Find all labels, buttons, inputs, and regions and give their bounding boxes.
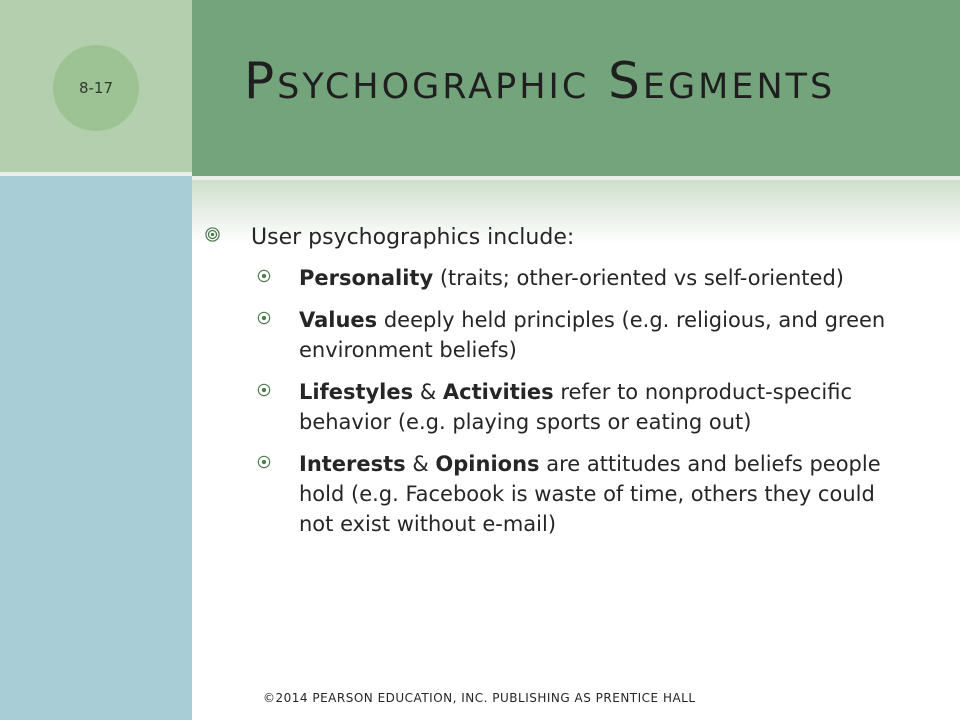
left-side-panel	[0, 176, 192, 720]
bullet-personality	[205, 263, 905, 293]
ampersand: &	[413, 380, 443, 404]
circle-dot-bullet-icon	[257, 383, 271, 397]
desc-lifestyles: refer to nonproduct-specific behavior (e.g. playing sports or eating out)	[299, 380, 852, 434]
term-lifestyles: Lifestyles	[299, 380, 414, 404]
copyright-footer: ©2014 PEARSON EDUCATION, INC. PUBLISHING AS PRENTICE HALL	[263, 691, 696, 705]
term-values: Values	[299, 308, 378, 332]
slide-number-badge	[53, 45, 139, 131]
circle-dot-bullet-icon	[257, 311, 271, 325]
bullet-level1	[205, 222, 905, 253]
slide-title: Psychographic Segments	[244, 52, 836, 110]
desc-personality: (traits; other-oriented vs self-oriented)	[433, 266, 844, 290]
target-bullet-icon	[205, 227, 220, 242]
circle-dot-bullet-icon	[257, 269, 271, 283]
intro-text: User psychographics include:	[251, 225, 575, 250]
term-personality: Personality	[299, 266, 434, 290]
term-activities: Activities	[442, 380, 554, 404]
term-opinions: Opinions	[435, 452, 540, 476]
bullet-values	[205, 305, 905, 365]
slide-body	[205, 222, 905, 551]
ampersand: &	[405, 452, 436, 476]
circle-dot-bullet-icon	[257, 455, 271, 469]
bullet-lifestyles	[205, 377, 905, 437]
slide-number: 8-17	[78, 79, 114, 97]
bullet-interests	[205, 449, 905, 539]
desc-interests: are attitudes and beliefs people hold (e.g. Facebook is waste of time, others they could not exist without e-mail)	[299, 452, 881, 536]
desc-values: deeply held principles (e.g. religious, and green environment beliefs)	[299, 308, 886, 362]
term-interests: Interests	[299, 452, 406, 476]
